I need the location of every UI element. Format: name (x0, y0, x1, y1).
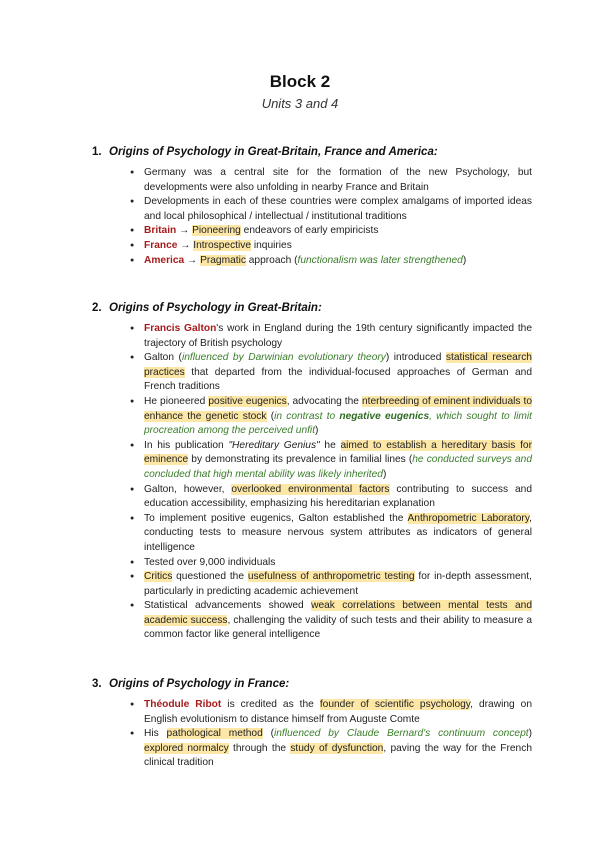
list-item: ● France → Introspective inquiries (92, 239, 532, 254)
list-item: ● Critics questioned the usefulness of anthropometric testing for in-depth assessment, particularly in predicting academic achievement (92, 570, 532, 599)
list-item: ● He pioneered positive eugenics, advocating the nterbreeding of eminent individuals to enhance the genetic stock (in contrast to negative eugenics, which sought to limit procreation among the perceived unfit) (92, 395, 532, 439)
section-2 (92, 302, 532, 643)
section-3-list (92, 698, 532, 771)
section-2-heading: 2. Origins of Psychology in Great-Britain: (92, 302, 322, 314)
list-item: ● Théodule Ribot is credited as the founder of scientific psychology, drawing on English evolutionism to distance himself from Auguste Comte (92, 698, 532, 727)
section-3-heading: 3. Origins of Psychology in France: (92, 678, 290, 690)
list-item: ● His pathological method (influenced by Claude Bernard's continuum concept) explored normalcy through the study of dysfunction, paving the way for the French clinical tradition (92, 727, 532, 771)
list-item: ● Galton (influenced by Darwinian evolutionary theory) introduced statistical research practices that departed from the individual-focused approaches of German and French traditions (92, 351, 532, 395)
list-item: ● Francis Galton's work in England during the 19th century significantly impacted the trajectory of British psychology (92, 322, 532, 351)
list-item: ● To implement positive eugenics, Galton established the Anthropometric Laboratory, conducting tests to measure nervous system attributes as indicators of general intelligence (92, 512, 532, 556)
list-item: ● Developments in each of these countries were complex amalgams of imported ideas and local philosophical / intellectual / institutional traditions (92, 195, 532, 224)
page-subtitle: Units 3 and 4 (261, 96, 339, 111)
list-item: ● Britain → Pioneering endeavors of early empiricists (92, 224, 532, 239)
section-2-list (92, 322, 532, 643)
list-item: ● Galton, however, overlooked environmental factors contributing to success and education accessibility, emphasizing his hereditarian explanation (92, 483, 532, 512)
list-item: ● Tested over 9,000 individuals (92, 556, 532, 571)
section-1 (92, 146, 532, 268)
list-item: ● America → Pragmatic approach (functionalism was later strengthened) (92, 254, 532, 269)
section-1-list (92, 166, 532, 268)
page-title: Block 2 (269, 72, 331, 91)
list-item: ● Statistical advancements showed weak correlations between mental tests and academic success, challenging the validity of such tests and their ability to measure a common factor like general intelligence (92, 599, 532, 643)
section-3 (92, 678, 532, 771)
list-item: ● Germany was a central site for the formation of the new Psychology, but developments were also unfolding in nearby France and Britain (92, 166, 532, 195)
section-1-heading: 1. Origins of Psychology in Great-Britain, France and America: (92, 146, 438, 158)
list-item: ● In his publication "Hereditary Genius" he aimed to establish a hereditary basis for eminence by demonstrating its prevalence in familial lines (he conducted surveys and concluded that high mental ability was likely inherited) (92, 439, 532, 483)
